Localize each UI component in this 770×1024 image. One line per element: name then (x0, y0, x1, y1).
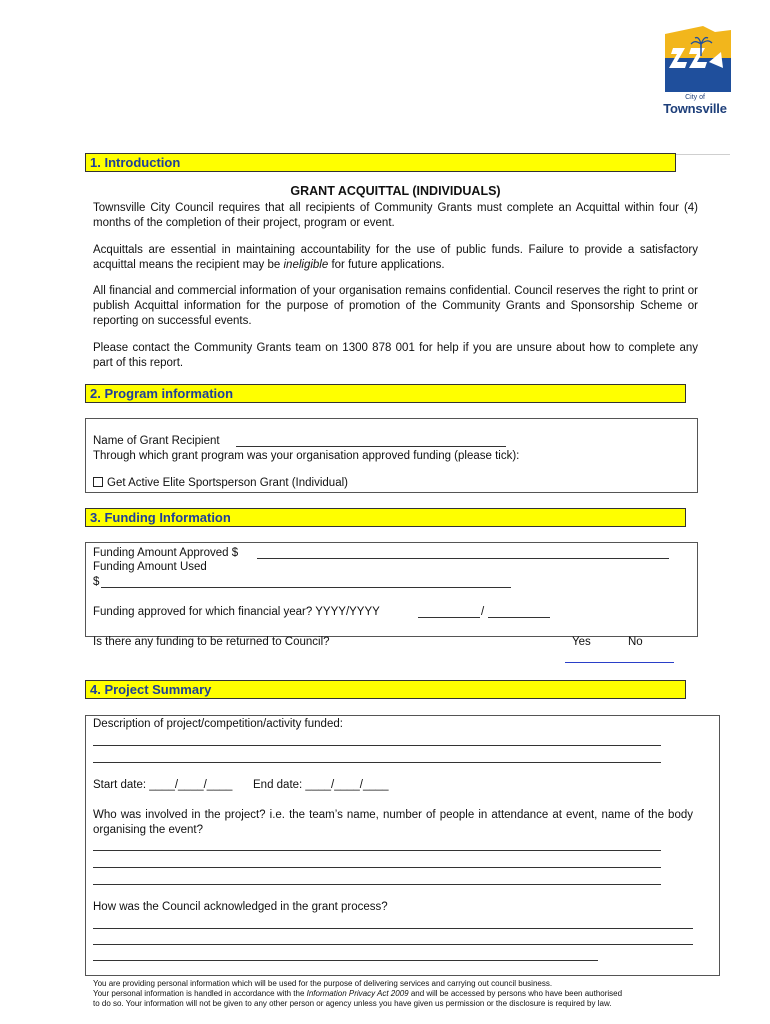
logo-city-text: City of (685, 94, 705, 101)
end-date-label[interactable]: End date: ____/____/____ (253, 779, 389, 791)
involved-question: Who was involved in the project? i.e. the team’s name, number of people in attendance at event, name of the body organising the event? (93, 809, 693, 836)
intro-paragraph-4: Please contact the Community Grants team on 1300 878 001 for help if you are unsure about how to complete any part of this report. (93, 342, 698, 369)
funding-return-field[interactable] (565, 662, 674, 663)
townsville-emblem-icon (655, 22, 735, 94)
grant-option-label: Get Active Elite Sportsperson Grant (Individual) (107, 477, 348, 489)
acknowledged-question: How was the Council acknowledged in the grant process? (93, 901, 388, 913)
financial-year-start-field[interactable] (418, 617, 480, 618)
recipient-name-label: Name of Grant Recipient (93, 435, 220, 447)
grant-program-question: Through which grant program was your organisation approved funding (please tick): (93, 450, 520, 462)
funding-used-dollar: $ (93, 576, 100, 588)
involved-line-2[interactable] (93, 867, 661, 868)
privacy-line-2: Your personal information is handled in accordance with the Information Privacy Act 2009 and will be accessed by persons who have been authorised (93, 989, 623, 998)
funding-approved-field[interactable] (257, 558, 669, 559)
involved-line-3[interactable] (93, 884, 661, 885)
grant-option-checkbox[interactable] (93, 477, 103, 487)
financial-year-label: Funding approved for which financial year? YYYY/YYYY (93, 606, 380, 618)
section-heading-program-information: 2. Program information (85, 384, 686, 403)
privacy-line-1: You are providing personal information which will be used for the purpose of delivering services and carrying out council business. (93, 979, 553, 988)
recipient-name-field[interactable] (236, 446, 506, 447)
section-heading-funding-information: 3. Funding Information (85, 508, 686, 527)
logo-town-text: Townsville (663, 101, 727, 116)
involved-line-1[interactable] (93, 850, 661, 851)
start-date-label[interactable]: Start date: ____/____/____ (93, 779, 233, 791)
intro-paragraph-1: Townsville City Council requires that all recipients of Community Grants must complete an Acquittal within four (4) months of the completion of their project, program or event. (93, 202, 698, 229)
intro-paragraph-3: All financial and commercial information of your organisation remains confidential. Council reserves the right to print or publish Acquittal information for the purpose of promotion of the Community Grants and Sponsorship Scheme or reporting on successful events. (93, 285, 698, 327)
description-line-1[interactable] (93, 745, 661, 746)
acknowledged-line-3[interactable] (93, 960, 598, 961)
grant-option-row (93, 476, 348, 491)
townsville-logo (655, 22, 735, 116)
funding-return-no[interactable]: No (628, 636, 643, 648)
acknowledged-line-2[interactable] (93, 944, 693, 945)
project-summary-box (85, 715, 720, 976)
financial-year-separator: / (481, 606, 485, 618)
privacy-notice (93, 979, 713, 1009)
document-title: GRANT ACQUITTAL (INDIVIDUALS) (290, 184, 501, 198)
intro-paragraph-2: Acquittals are essential in maintaining accountability for the use of public funds. Failure to provide a satisfactory acquittal means the recipient may be ineligible for future applications. (93, 244, 698, 271)
funding-used-field[interactable] (101, 587, 511, 588)
financial-year-end-field[interactable] (488, 617, 550, 618)
funding-approved-label: Funding Amount Approved $ (93, 547, 239, 559)
privacy-line-3: to do so. Your information will not be given to any other person or agency unless you have given us permission or the disclosure is required by law. (93, 999, 612, 1008)
description-label: Description of project/competition/activity funded: (93, 718, 343, 730)
ineligible-emphasis: ineligible (283, 259, 329, 271)
funding-return-yes[interactable]: Yes (572, 636, 591, 648)
funding-used-label: Funding Amount Used (93, 561, 207, 573)
funding-return-question: Is there any funding to be returned to Council? (93, 636, 330, 648)
section-heading-project-summary: 4. Project Summary (85, 680, 686, 699)
acknowledged-line-1[interactable] (93, 928, 693, 929)
privacy-act-name: Information Privacy Act 2009 (306, 989, 409, 998)
description-line-2[interactable] (93, 762, 661, 763)
section-heading-introduction: 1. Introduction (85, 153, 676, 172)
top-divider (676, 154, 730, 155)
